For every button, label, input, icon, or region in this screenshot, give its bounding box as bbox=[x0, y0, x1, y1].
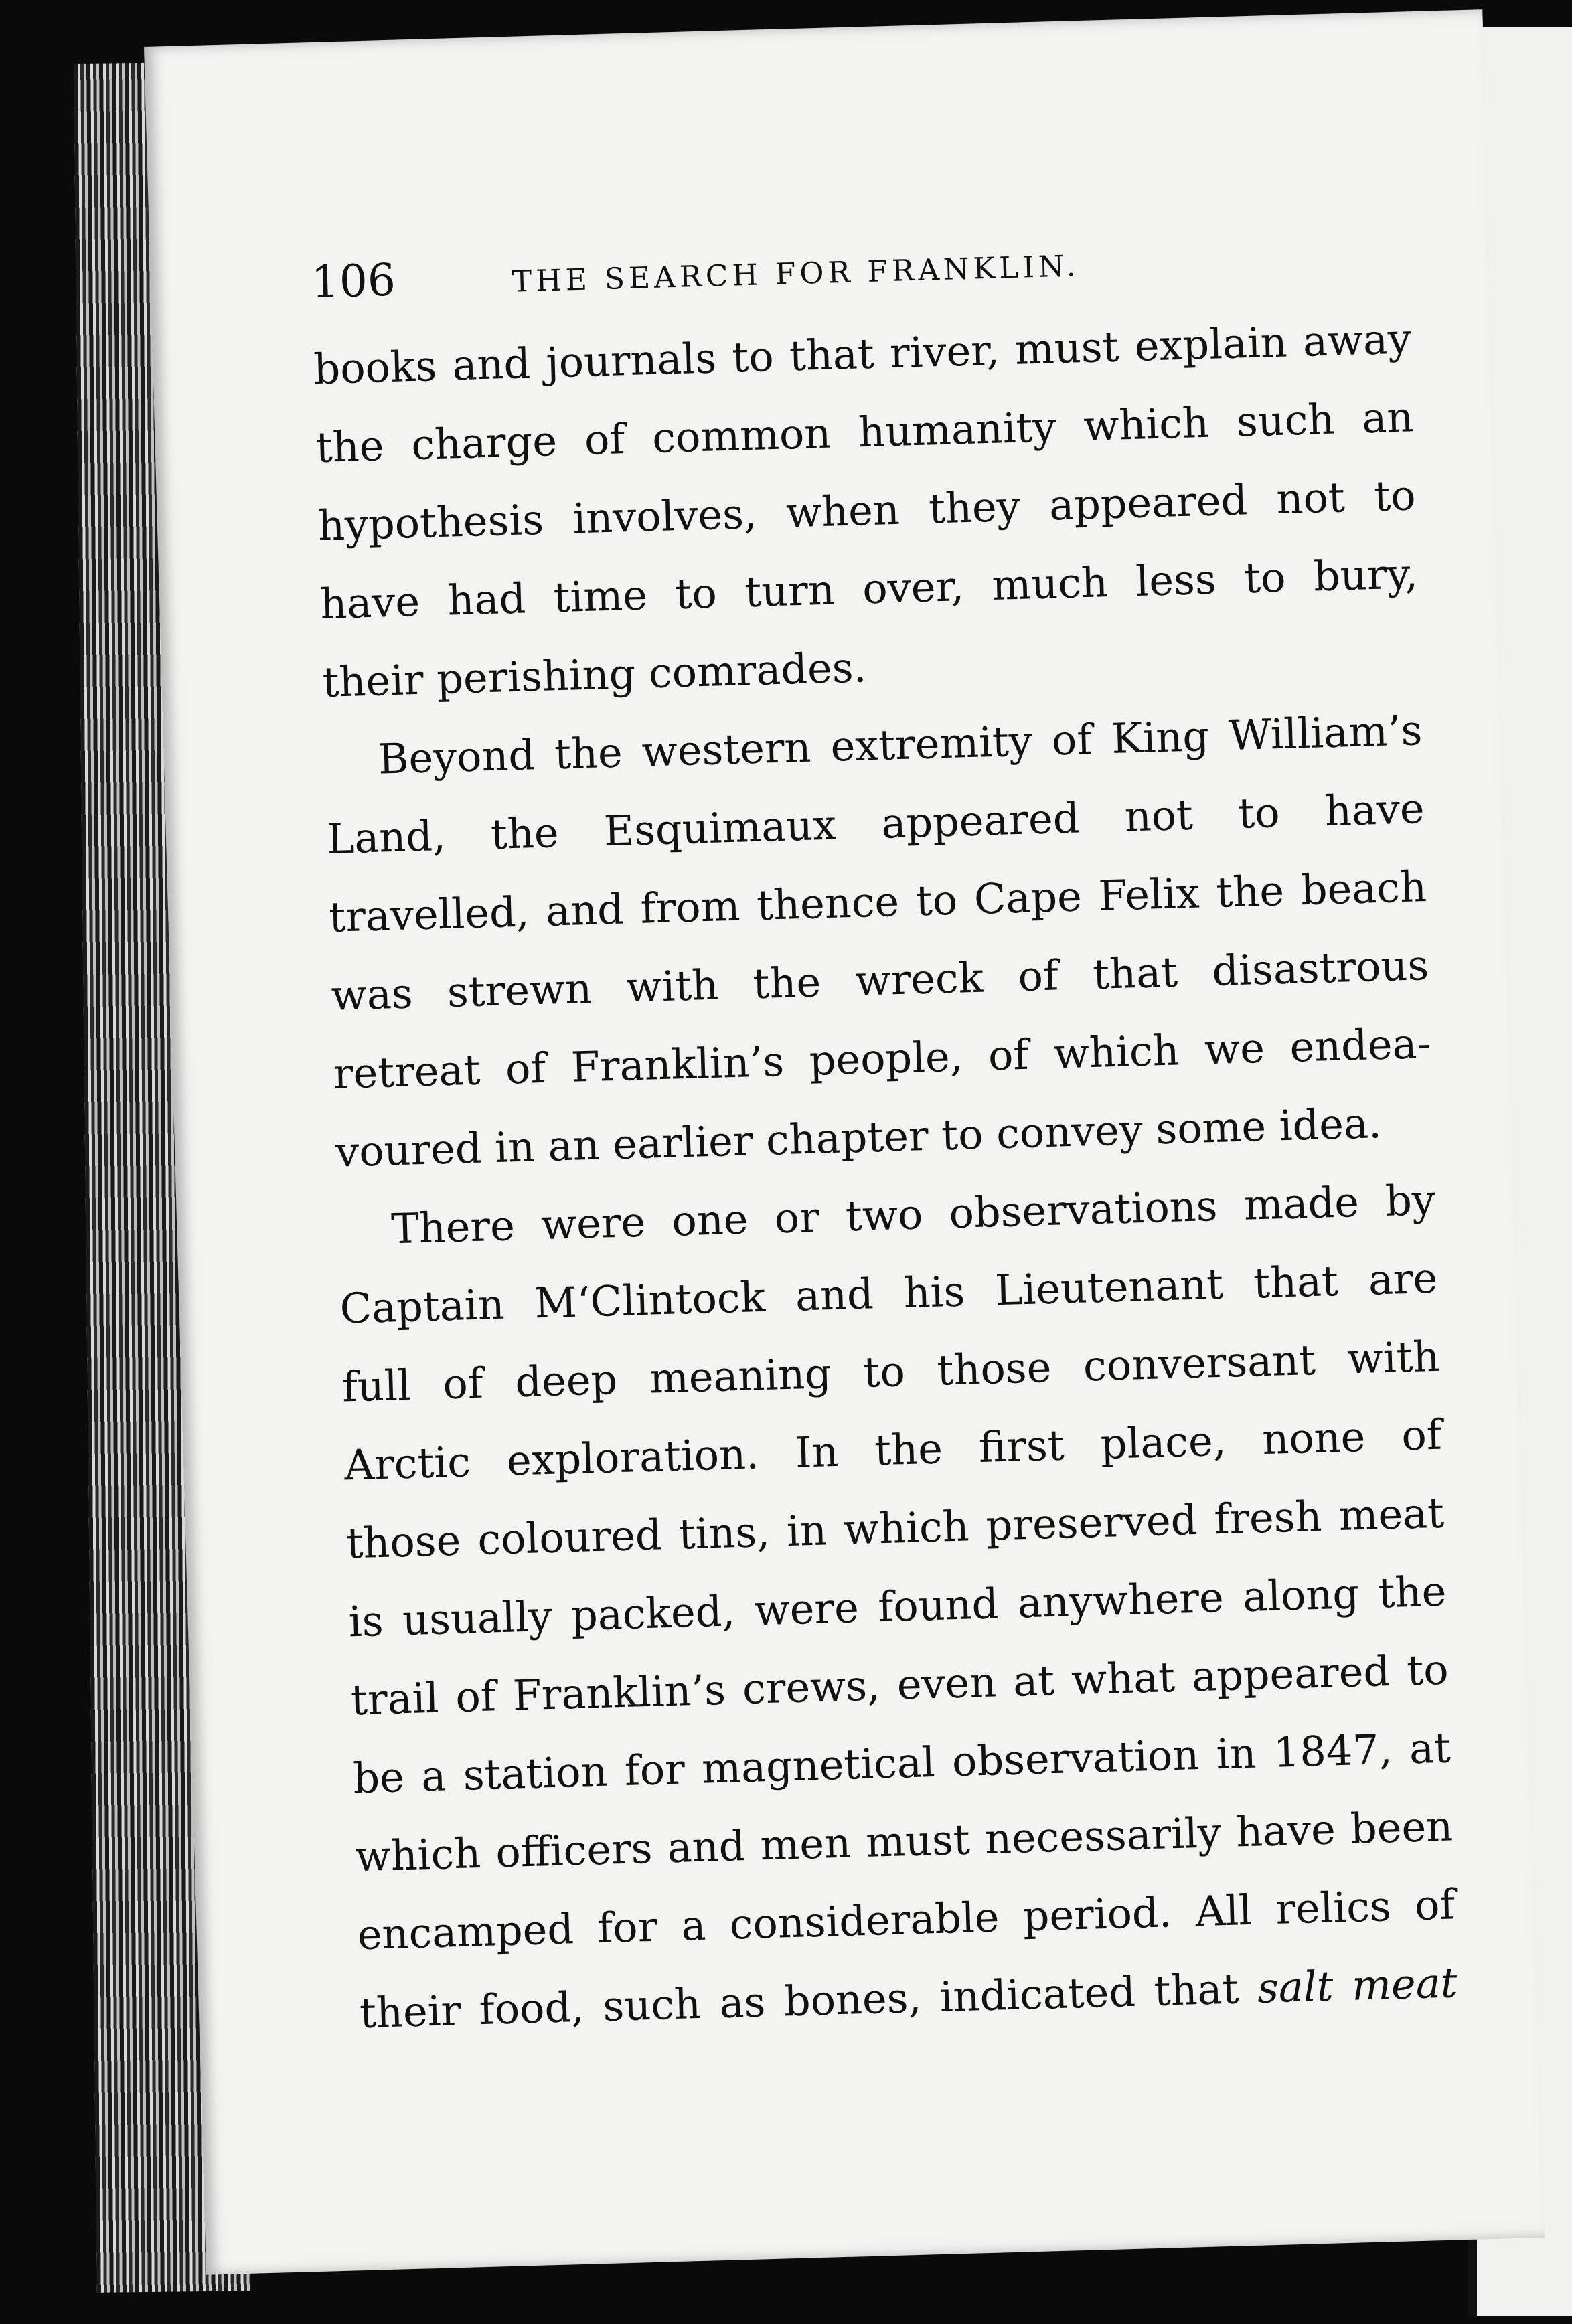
text-line: which officers and men must necessarily have been bbox=[354, 1801, 1453, 1882]
book-page bbox=[144, 9, 1545, 2275]
text-line: books and journals to that river, must explain away bbox=[313, 314, 1412, 394]
text-line: full of deep meaning to those conversant with bbox=[341, 1331, 1441, 1412]
paragraph bbox=[313, 299, 1421, 722]
text-line: those coloured tins, in which preserved fresh meat bbox=[345, 1488, 1445, 1568]
running-title: THE SEARCH FOR FRANKLIN. bbox=[512, 249, 1081, 299]
text-line: trail of Franklin’s crews, even at what appeared to bbox=[350, 1645, 1449, 1725]
text-line: the charge of common humanity which such an bbox=[315, 392, 1415, 473]
text-line: Captain M‘Clintock and his Lieutenant that are bbox=[339, 1253, 1439, 1333]
text-line: Land, the Esquimaux appeared not to have bbox=[326, 784, 1425, 863]
paragraph bbox=[337, 1161, 1458, 2052]
text-line: be a station for magnetical observation in 1847, at bbox=[352, 1723, 1451, 1803]
paragraph bbox=[323, 691, 1434, 1191]
text-line: Arctic exploration. In the first place, none of bbox=[343, 1410, 1443, 1490]
italic-phrase: salt meat bbox=[1256, 1958, 1458, 2013]
text-line: travelled, and from thence to Cape Felix the beach bbox=[328, 862, 1427, 942]
page-number: 106 bbox=[310, 254, 396, 309]
text-line: is usually packed, were found anywhere along the bbox=[347, 1566, 1447, 1647]
text-block bbox=[311, 226, 1458, 2052]
text-line: There were one or two observations made by bbox=[390, 1175, 1436, 1254]
text-line: was strewn with the wreck of that disastrous bbox=[330, 940, 1430, 1020]
text-line: their perishing comrades. bbox=[321, 643, 868, 707]
text-line: voured in an earlier chapter to convey some idea. bbox=[335, 1098, 1383, 1177]
text-line: have had time to turn over, much less to bury, bbox=[319, 549, 1419, 629]
text-line-lead: their food, such as bones, indicated that bbox=[359, 1964, 1240, 2038]
text-line: retreat of Franklin’s people, of which we endea- bbox=[332, 1018, 1432, 1098]
text-line: encamped for a considerable period. All relics of bbox=[356, 1880, 1456, 1960]
text-line: hypothesis involves, when they appeared not to bbox=[317, 471, 1417, 551]
text-line: Beyond the western extremity of King William’s bbox=[377, 706, 1423, 784]
